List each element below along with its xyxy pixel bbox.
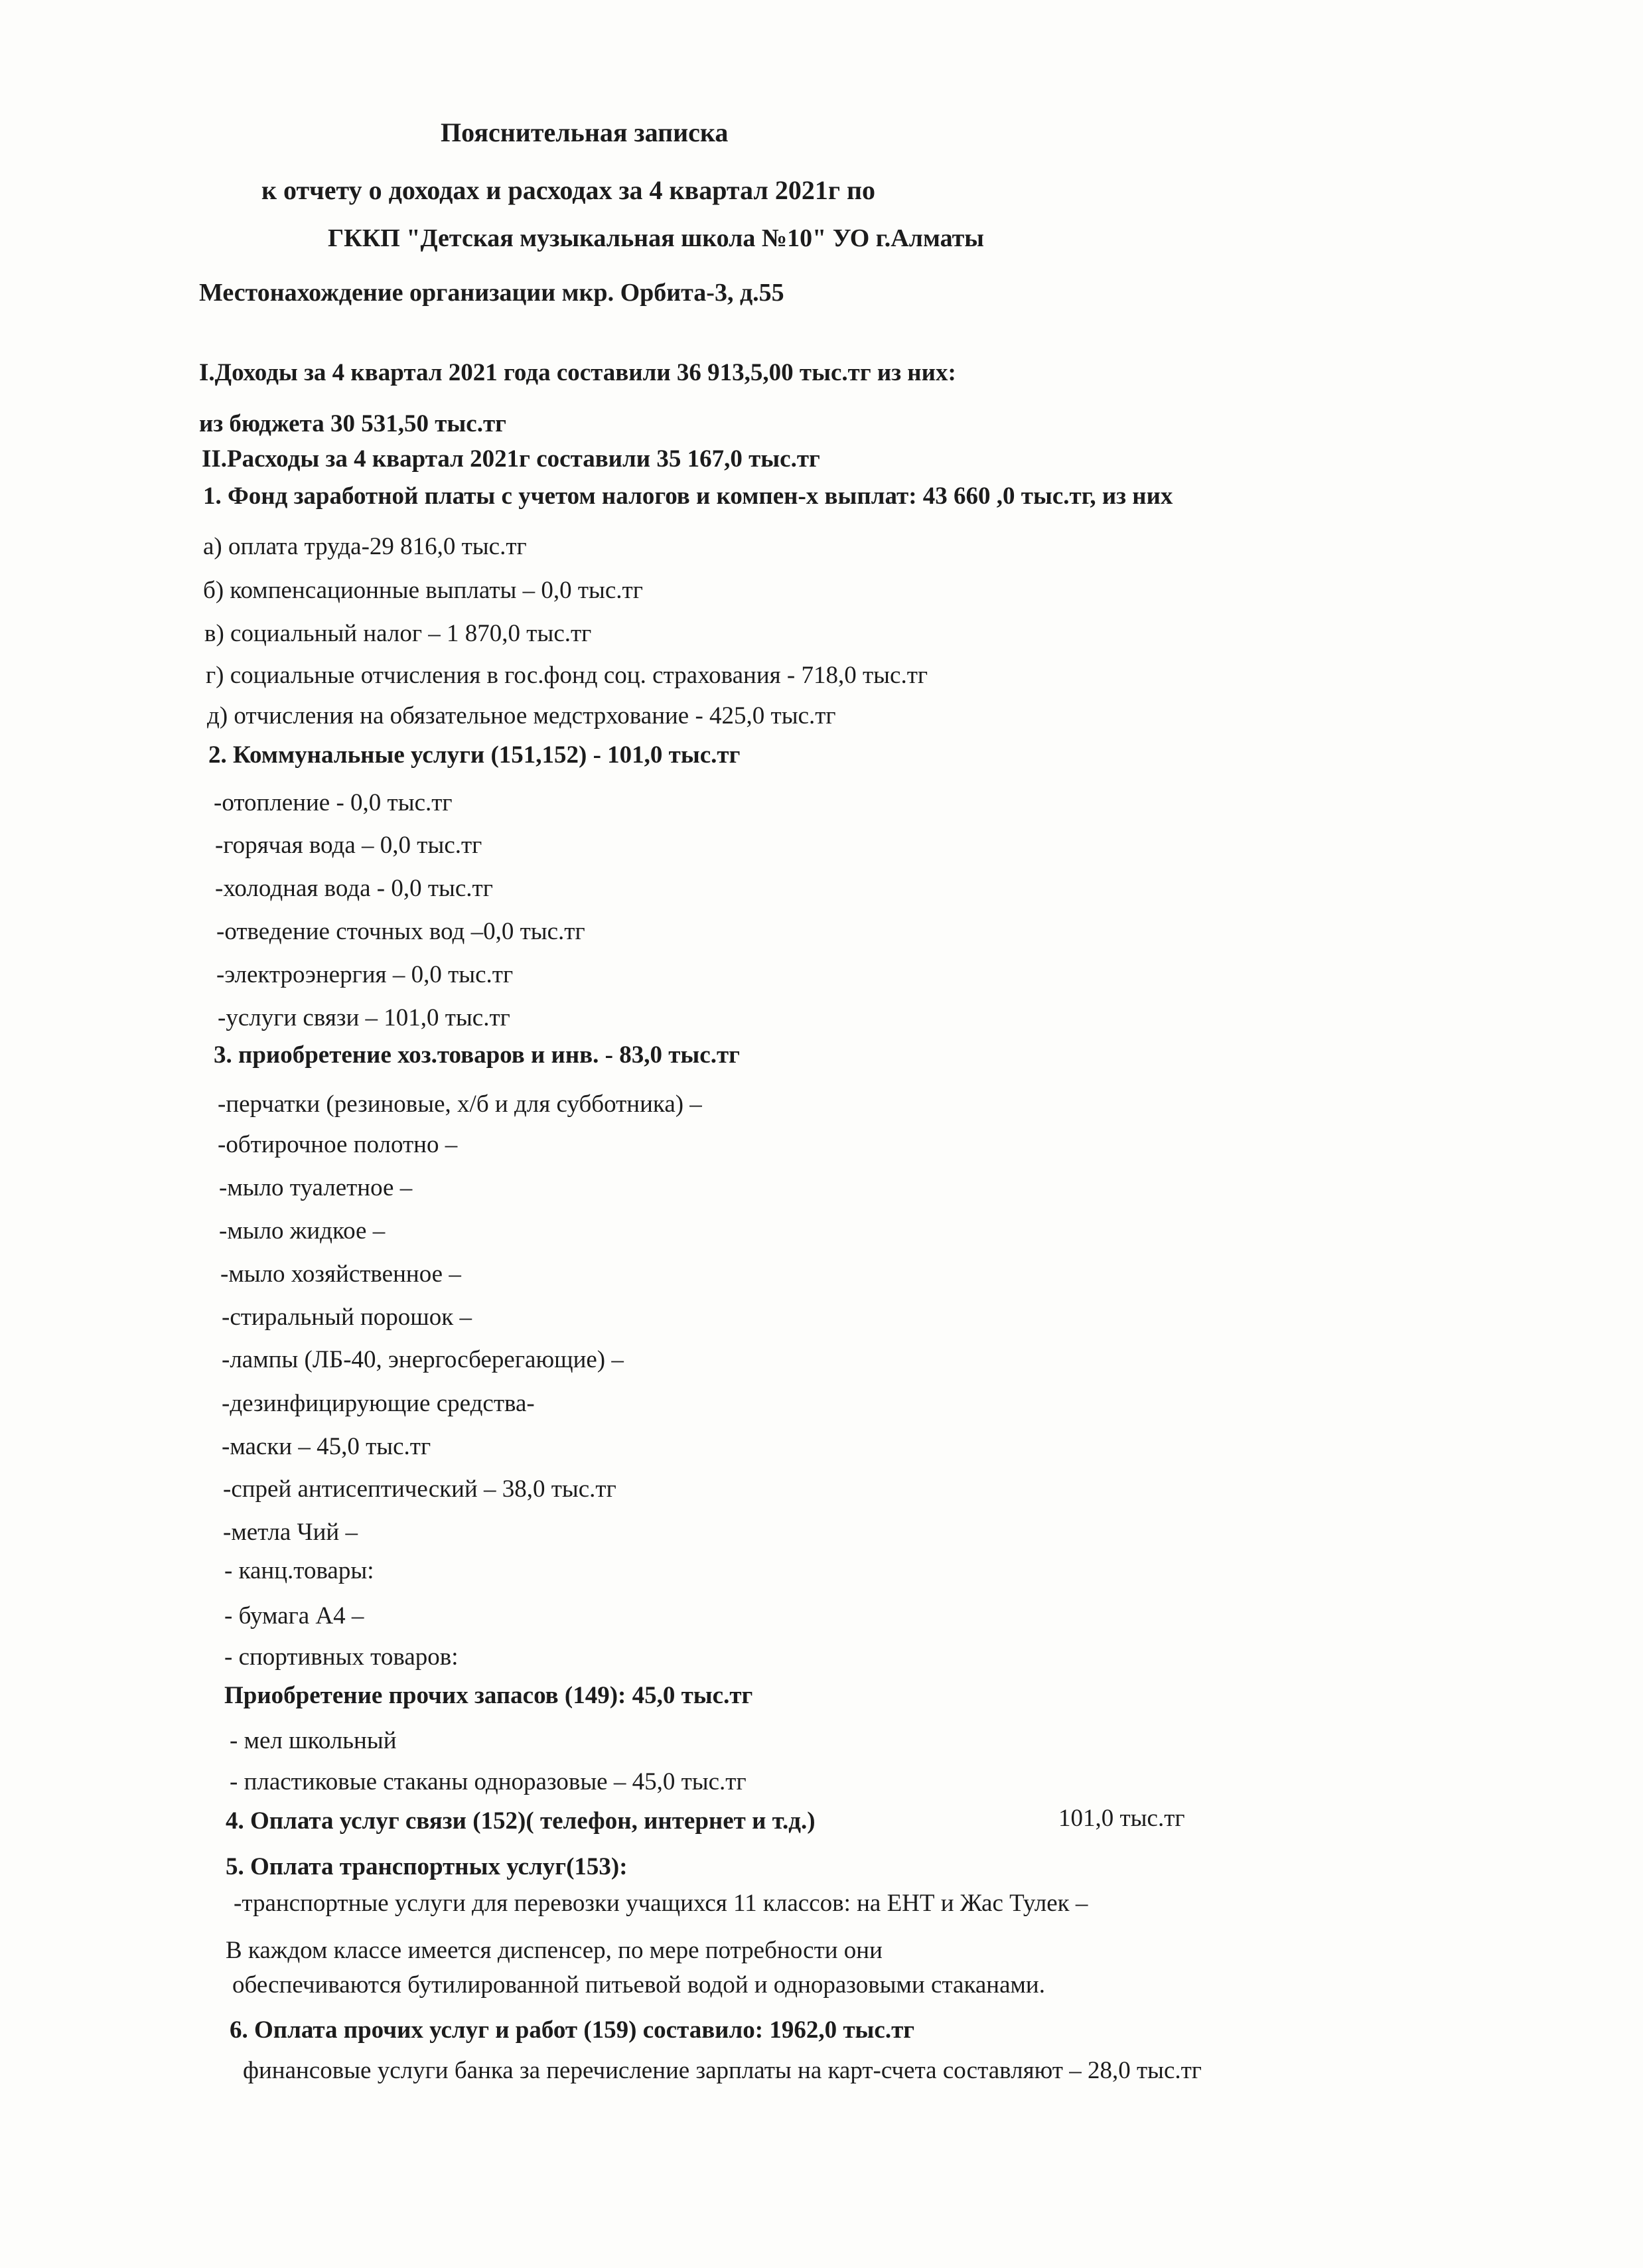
section-3-item: -стиральный порошок – [222,1304,472,1331]
section-3-item: -спрей антисептический – 38,0 тыс.тг [223,1475,616,1503]
section-3-item: -мыло жидкое – [219,1217,386,1245]
section-2-item: -отопление - 0,0 тыс.тг [214,789,453,816]
section-1-item: г) социальные отчисления в гос.фонд соц. страхования - 718,0 тыс.тг [206,662,928,689]
section-3-item: -обтирочное полотно – [218,1131,458,1158]
section-3-item: -мыло хозяйственное – [220,1260,461,1288]
section-4-amount: 101,0 тыс.тг [1058,1805,1185,1832]
section-6-heading: 6. Оплата прочих услуг и работ (159) составило: 1962,0 тыс.тг [230,2016,915,2044]
section-2-heading: 2. Коммунальные услуги (151,152) - 101,0 тыс.тг [208,741,741,769]
other-stock-heading: Приобретение прочих запасов (149): 45,0 тыс.тг [224,1682,753,1709]
section-1-item: а) оплата труда-29 816,0 тыс.тг [203,533,527,560]
section-1-item: б) компенсационные выплаты – 0,0 тыс.тг [203,577,643,604]
section-6-item: финансовые услуги банка за перечисление зарплаты на карт-счета составляют – 28,0 тыс.тг [243,2057,1202,2084]
income-total: I.Доходы за 4 квартал 2021 года составили 36 913,5,00 тыс.тг из них: [199,359,956,386]
income-budget: из бюджета 30 531,50 тыс.тг [199,410,506,437]
organization-location: Местонахождение организации мкр. Орбита-3, д.55 [199,279,784,307]
section-2-item: -отведение сточных вод –0,0 тыс.тг [216,918,585,945]
section-1-heading: 1. Фонд заработной платы с учетом налогов и компен-х выплат: 43 660 ,0 тыс.тг, из них [203,483,1173,510]
doc-subtitle: к отчету о доходах и расходах за 4 квартал 2021г по [261,175,876,205]
section-3-item: -маски – 45,0 тыс.тг [222,1433,431,1460]
doc-title: Пояснительная записка [441,117,729,147]
other-stock-item: - мел школьный [230,1727,397,1754]
section-3-item: - бумага А4 – [224,1602,364,1629]
section-3-item: -метла Чий – [223,1519,358,1546]
section-2-item: -услуги связи – 101,0 тыс.тг [218,1004,510,1031]
other-stock-item: - пластиковые стаканы одноразовые – 45,0 тыс.тг [230,1768,747,1795]
section-3-item: - спортивных товаров: [224,1643,459,1671]
section-1-item: в) социальный налог – 1 870,0 тыс.тг [204,620,592,647]
section-5-heading: 5. Оплата транспортных услуг(153): [226,1853,628,1880]
section-3-item: -перчатки (резиновые, х/б и для субботника) – [218,1091,702,1118]
section-1-item: д) отчисления на обязательное медстрхование - 425,0 тыс.тг [207,702,836,729]
section-3-heading: 3. приобретение хоз.товаров и инв. - 83,0 тыс.тг [214,1041,740,1069]
section-2-item: -горячая вода – 0,0 тыс.тг [215,832,482,859]
section-5-item: В каждом классе имеется диспенсер, по мере потребности они [226,1937,883,1964]
section-3-item: - канц.товары: [224,1557,374,1584]
section-3-item: -мыло туалетное – [219,1174,413,1201]
section-5-item: обеспечиваются бутилированной питьевой водой и одноразовыми стаканами. [232,1971,1045,1999]
section-2-item: -холодная вода - 0,0 тыс.тг [215,875,493,902]
section-5-item: -транспортные услуги для перевозки учащихся 11 классов: на ЕНТ и Жас Тулек – [234,1890,1088,1917]
expenses-total: II.Расходы за 4 квартал 2021г составили 35 167,0 тыс.тг [202,445,820,473]
organization-name: ГККП "Детская музыкальная школа №10" УО г.Алматы [328,224,984,252]
section-2-item: -электроэнергия – 0,0 тыс.тг [216,961,514,988]
section-3-item: -лампы (ЛБ-40, энергосберегающие) – [222,1346,624,1373]
section-3-item: -дезинфицирующие средства- [222,1390,535,1417]
section-4-heading: 4. Оплата услуг связи (152)( телефон, интернет и т.д.) [226,1807,816,1835]
